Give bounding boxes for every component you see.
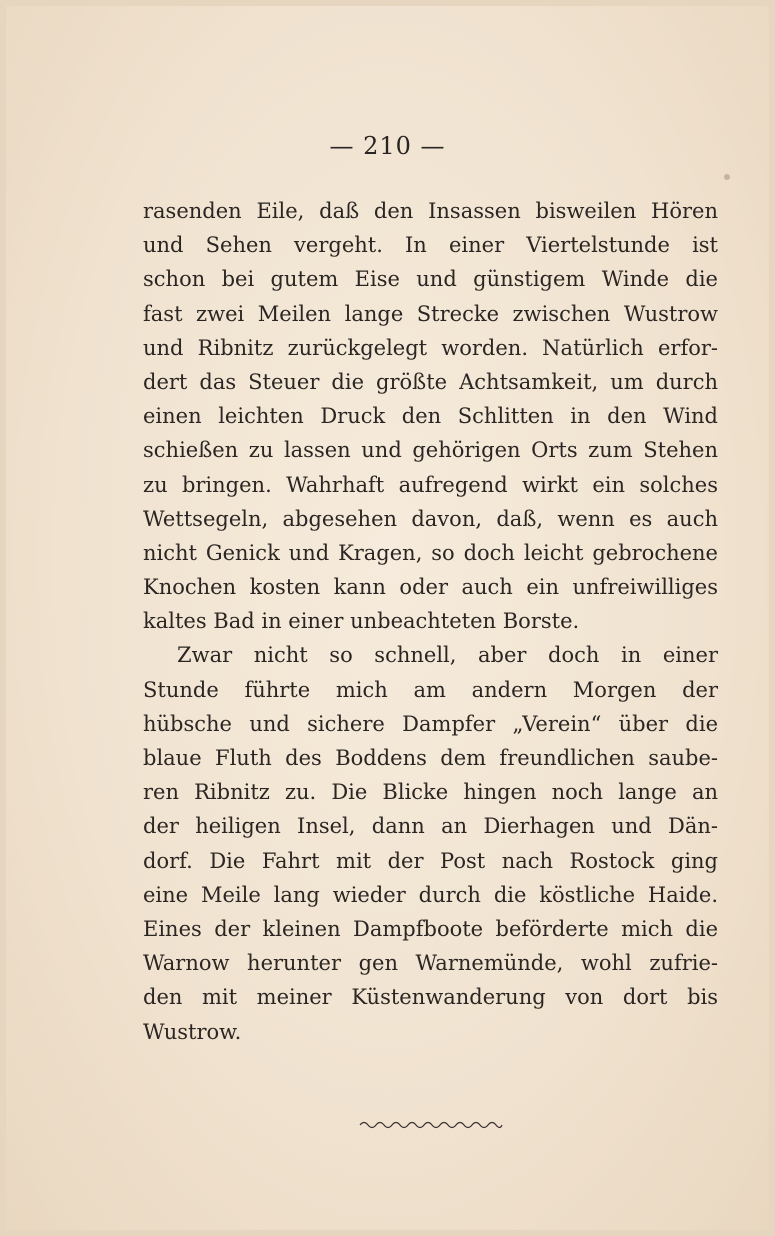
wave-ornament <box>358 1118 504 1132</box>
text-line: Wustrow. <box>143 1019 242 1044</box>
text-line: und Ribnitz zurückgelegt worden. Natürlich erfor- <box>143 335 718 360</box>
text-line: eine Meile lang wieder durch die köstliche Haide. <box>143 882 718 907</box>
text-line: Zwar nicht so schnell, aber doch in einer <box>177 643 718 668</box>
text-line: und Sehen vergeht. In einer Viertelstunde ist <box>143 233 718 258</box>
text-line: ren Ribnitz zu. Die Blicke hingen noch lange an <box>143 780 718 805</box>
text-line: fast zwei Meilen lange Strecke zwischen Wustrow <box>143 301 718 326</box>
text-line: Eines der kleinen Dampfboote beförderte mich die <box>143 916 718 941</box>
text-line: Stunde führte mich am andern Morgen der <box>143 677 718 702</box>
text-line: Wettsegeln, abgesehen davon, daß, wenn es auch <box>143 506 718 531</box>
text-line: der heiligen Insel, dann an Dierhagen und Dän- <box>143 814 718 839</box>
paragraph-2 <box>143 638 718 1048</box>
text-line: rasenden Eile, daß den Insassen bisweilen Hören <box>143 199 718 223</box>
text-line: hübsche und sichere Dampfer „Verein“ über die <box>143 711 718 736</box>
text-line: schon bei gutem Eise und günstigem Winde die <box>143 267 718 292</box>
text-line: zu bringen. Wahrhaft aufregend wirkt ein solches <box>143 472 718 497</box>
text-line: Knochen kosten kann oder auch ein unfreiwilliges <box>143 575 718 600</box>
text-line: einen leichten Druck den Schlitten in den Wind <box>143 404 718 429</box>
paragraph-1 <box>143 194 718 638</box>
text-line: kaltes Bad in einer unbeachteten Borste. <box>143 609 580 634</box>
paper-speck <box>724 174 730 180</box>
page-number: — 210 — <box>329 132 446 160</box>
body-text <box>143 194 718 1049</box>
text-line: schießen zu lassen und gehörigen Orts zum Stehen <box>143 438 718 463</box>
text-line: Warnow herunter gen Warnemünde, wohl zufrie- <box>143 951 718 976</box>
text-line: dert das Steuer die größte Achtsamkeit, um durch <box>143 369 718 394</box>
text-line: nicht Genick und Kragen, so doch leicht gebrochene <box>143 540 718 565</box>
text-line: den mit meiner Küstenwanderung von dort bis <box>143 985 718 1010</box>
text-line: dorf. Die Fahrt mit der Post nach Rostock ging <box>143 848 718 873</box>
text-line: blaue Fluth des Boddens dem freundlichen saube- <box>143 746 718 770</box>
